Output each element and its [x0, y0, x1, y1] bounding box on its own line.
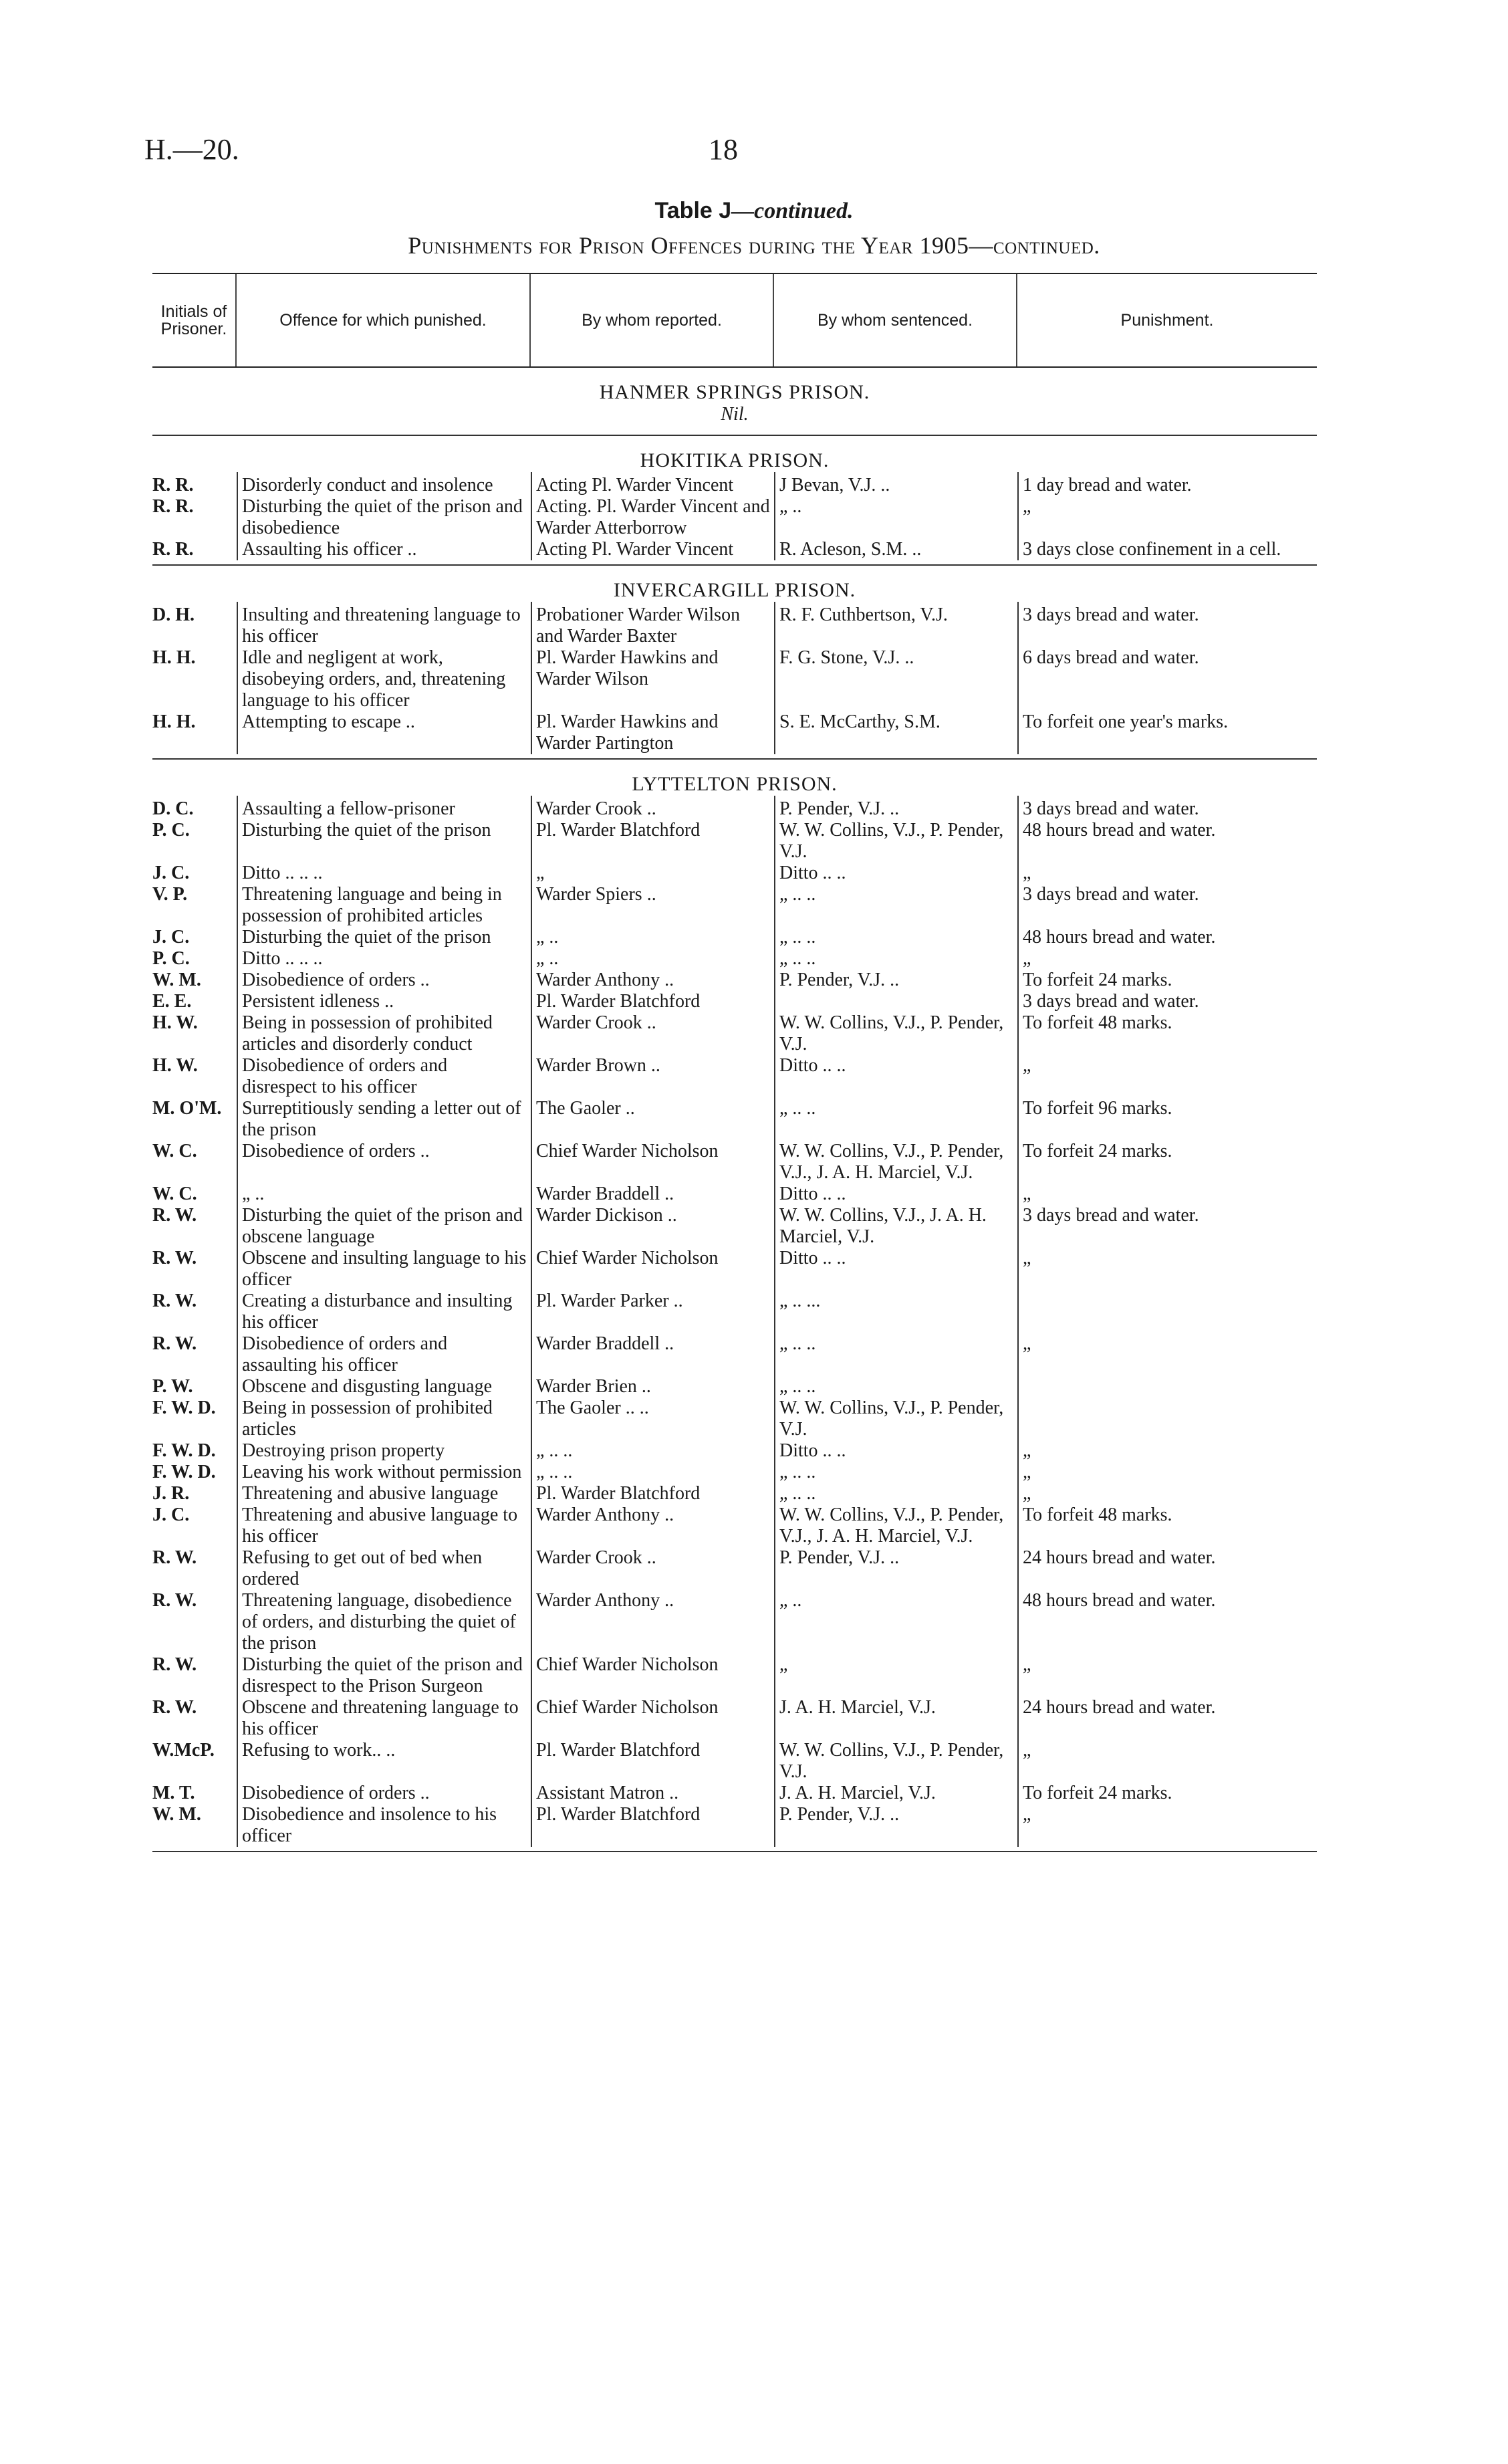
cell-offence: Disturbing the quiet of the prison [237, 927, 531, 948]
cell-initials: P. W. [152, 1376, 193, 1397]
cell-offence: Refusing to get out of bed when ordered [237, 1547, 531, 1590]
cell-punishment: „ [1017, 1184, 1317, 1205]
cell-punishment: „ [1017, 1333, 1317, 1376]
cell-sentenced: P. Pender, V.J. .. [774, 1804, 1017, 1847]
cell-sentenced: W. W. Collins, V.J., J. A. H. Marciel, V.J. [774, 1205, 1017, 1248]
cell-initials: W. C. [152, 1184, 197, 1204]
table-row [152, 647, 1317, 711]
cell-reported: Pl. Warder Hawkins and Warder Wilson [531, 647, 774, 711]
cell-offence: Disobedience of orders .. [237, 1141, 531, 1184]
table-row [152, 1248, 1317, 1291]
cell-reported: Pl. Warder Parker .. [531, 1291, 774, 1333]
table-row [152, 884, 1317, 927]
cell-sentenced: J Bevan, V.J. .. [774, 472, 1017, 496]
cell-offence: Obscene and disgusting language [237, 1376, 531, 1397]
column-header-offence: Offence for which punished. [237, 274, 531, 366]
cell-initials: D. H. [152, 604, 195, 625]
cell-punishment: „ [1017, 1654, 1317, 1697]
table-row [152, 1590, 1317, 1654]
cell-sentenced: „ .. .. [774, 927, 1017, 948]
cell-initials: H. H. [152, 647, 196, 668]
cell-punishment: 3 days close confinement in a cell. [1017, 539, 1317, 560]
cell-punishment: To forfeit one year's marks. [1017, 711, 1317, 754]
cell-sentenced: Ditto .. .. [774, 1440, 1017, 1462]
prison-section [152, 760, 1317, 1852]
cell-offence: Ditto .. .. .. [237, 863, 531, 884]
table-row [152, 1012, 1317, 1055]
table-row [152, 1462, 1317, 1483]
cell-initials: P. C. [152, 948, 190, 969]
table-row [152, 472, 1317, 496]
cell-reported: Warder Anthony .. [531, 1590, 774, 1654]
cell-offence: Disobedience of orders .. [237, 1783, 531, 1804]
prison-section [152, 436, 1317, 566]
cell-sentenced: „ [774, 1654, 1017, 1697]
cell-punishment: 24 hours bread and water. [1017, 1697, 1317, 1740]
cell-punishment: To forfeit 96 marks. [1017, 1098, 1317, 1141]
table-row [152, 927, 1317, 948]
cell-initials: E. E. [152, 991, 192, 1012]
section-title: INVERCARGILL PRISON. [613, 579, 856, 601]
cell-sentenced: „ .. .. [774, 1462, 1017, 1483]
cell-sentenced: Ditto .. .. [774, 1055, 1017, 1098]
page-number: 18 [709, 133, 738, 166]
cell-initials: R. W. [152, 1697, 197, 1718]
cell-reported: Warder Anthony .. [531, 970, 774, 991]
cell-sentenced: J. A. H. Marciel, V.J. [774, 1697, 1017, 1740]
cell-offence: Assaulting a fellow-prisoner [237, 796, 531, 820]
cell-sentenced: P. Pender, V.J. .. [774, 970, 1017, 991]
cell-reported: Probationer Warder Wilson and Warder Baxter [531, 602, 774, 647]
table-row [152, 1205, 1317, 1248]
cell-sentenced: „ .. .. [774, 1483, 1017, 1504]
table-row [152, 1184, 1317, 1205]
cell-initials: F. W. D. [152, 1440, 216, 1461]
document-code: H.—20. [144, 133, 239, 166]
section-title: HOKITIKA PRISON. [640, 449, 830, 471]
table-title [0, 198, 1508, 224]
cell-reported: Chief Warder Nicholson [531, 1654, 774, 1697]
cell-offence: Surreptitiously sending a letter out of the prison [237, 1098, 531, 1141]
cell-sentenced: Ditto .. .. [774, 863, 1017, 884]
cell-sentenced: R. Acleson, S.M. .. [774, 539, 1017, 560]
cell-sentenced: „ .. .. [774, 1333, 1017, 1376]
cell-punishment: 3 days bread and water. [1017, 991, 1317, 1012]
cell-initials: W.McP. [152, 1740, 215, 1761]
table-row [152, 1547, 1317, 1590]
cell-initials: J. C. [152, 927, 190, 947]
cell-punishment: 48 hours bread and water. [1017, 1590, 1317, 1654]
cell-reported: Warder Braddell .. [531, 1184, 774, 1205]
cell-initials: R. W. [152, 1590, 197, 1611]
table-header [152, 273, 1317, 368]
cell-sentenced: R. F. Cuthbertson, V.J. [774, 602, 1017, 647]
table-row [152, 948, 1317, 970]
cell-punishment: To forfeit 48 marks. [1017, 1012, 1317, 1055]
cell-punishment: „ [1017, 1440, 1317, 1462]
cell-offence: Disturbing the quiet of the prison [237, 820, 531, 863]
cell-reported: Warder Dickison .. [531, 1205, 774, 1248]
cell-sentenced: W. W. Collins, V.J., P. Pender, V.J. [774, 1397, 1017, 1440]
column-header-punishment: Punishment. [1120, 310, 1214, 330]
table-continued: —continued. [731, 199, 854, 223]
table-row [152, 1740, 1317, 1783]
cell-punishment: 1 day bread and water. [1017, 472, 1317, 496]
cell-reported: Pl. Warder Blatchford [531, 1740, 774, 1783]
cell-sentenced [774, 991, 1017, 1012]
cell-offence: Obscene and insulting language to his officer [237, 1248, 531, 1291]
cell-initials: R. W. [152, 1547, 197, 1568]
cell-reported: Pl. Warder Blatchford [531, 1804, 774, 1847]
prison-section [152, 368, 1317, 436]
cell-reported: Warder Brien .. [531, 1376, 774, 1397]
table-row [152, 1333, 1317, 1376]
cell-offence: Ditto .. .. .. [237, 948, 531, 970]
cell-offence: Idle and negligent at work, disobeying orders, and, threatening language to his officer [237, 647, 531, 711]
cell-initials: W. M. [152, 970, 201, 990]
cell-sentenced: „ .. [774, 1590, 1017, 1654]
cell-offence: Disturbing the quiet of the prison and obscene language [237, 1205, 531, 1248]
table-row [152, 1055, 1317, 1098]
cell-offence: Threatening language and being in possession of prohibited articles [237, 884, 531, 927]
cell-reported: Assistant Matron .. [531, 1783, 774, 1804]
cell-reported: Pl. Warder Blatchford [531, 991, 774, 1012]
cell-reported: Chief Warder Nicholson [531, 1248, 774, 1291]
cell-sentenced: „ .. [774, 496, 1017, 539]
section-title: LYTTELTON PRISON. [632, 773, 838, 795]
cell-offence: Assaulting his officer .. [237, 539, 531, 560]
cell-offence: Threatening language, disobedience of orders, and disturbing the quiet of the prison [237, 1590, 531, 1654]
cell-offence: Persistent idleness .. [237, 991, 531, 1012]
cell-reported: Pl. Warder Blatchford [531, 1483, 774, 1504]
table-row [152, 496, 1317, 539]
cell-initials: R. R. [152, 496, 194, 517]
cell-offence: Insulting and threatening language to his officer [237, 602, 531, 647]
cell-sentenced: „ .. .. [774, 1098, 1017, 1141]
cell-initials: F. W. D. [152, 1397, 216, 1418]
cell-initials: V. P. [152, 884, 188, 905]
table-row [152, 796, 1317, 820]
table-row [152, 820, 1317, 863]
cell-sentenced: F. G. Stone, V.J. .. [774, 647, 1017, 711]
cell-reported: Chief Warder Nicholson [531, 1141, 774, 1184]
table-body [152, 368, 1317, 1852]
cell-sentenced: J. A. H. Marciel, V.J. [774, 1783, 1017, 1804]
cell-reported: Chief Warder Nicholson [531, 1697, 774, 1740]
cell-initials: H. W. [152, 1055, 198, 1076]
cell-sentenced: P. Pender, V.J. .. [774, 1547, 1017, 1590]
cell-initials: R. R. [152, 475, 194, 495]
cell-punishment: „ [1017, 948, 1317, 970]
cell-offence: Leaving his work without permission [237, 1462, 531, 1483]
cell-reported: Acting Pl. Warder Vincent [531, 472, 774, 496]
table-row [152, 1483, 1317, 1504]
cell-punishment: To forfeit 24 marks. [1017, 1783, 1317, 1804]
table-row [152, 1098, 1317, 1141]
table-row [152, 1804, 1317, 1847]
cell-offence: Disturbing the quiet of the prison and disrespect to the Prison Surgeon [237, 1654, 531, 1697]
cell-reported: Warder Braddell .. [531, 1333, 774, 1376]
cell-sentenced: „ .. ... [774, 1291, 1017, 1333]
table-row [152, 1440, 1317, 1462]
cell-reported: Warder Brown .. [531, 1055, 774, 1098]
table-row [152, 1783, 1317, 1804]
cell-punishment: 3 days bread and water. [1017, 602, 1317, 647]
cell-reported: „ .. [531, 927, 774, 948]
table-row [152, 1376, 1317, 1397]
cell-punishment: „ [1017, 1740, 1317, 1783]
cell-offence: Disobedience and insolence to his officer [237, 1804, 531, 1847]
cell-punishment: „ [1017, 1804, 1317, 1847]
cell-punishment: 3 days bread and water. [1017, 884, 1317, 927]
table-subtitle: Punishments for Prison Offences during the Year 1905—continued. [408, 232, 1100, 259]
cell-sentenced: W. W. Collins, V.J., P. Pender, V.J. [774, 1740, 1017, 1783]
cell-initials: W. M. [152, 1804, 201, 1825]
cell-reported: Acting Pl. Warder Vincent [531, 539, 774, 560]
cell-initials: R. W. [152, 1333, 197, 1354]
cell-punishment: To forfeit 24 marks. [1017, 1141, 1317, 1184]
cell-punishment: 3 days bread and water. [1017, 1205, 1317, 1248]
column-header-initials: Initials of Prisoner. [152, 274, 237, 366]
cell-punishment: 6 days bread and water. [1017, 647, 1317, 711]
cell-reported: „ .. [531, 948, 774, 970]
table-label: Table J [654, 198, 732, 223]
table-row [152, 970, 1317, 991]
cell-initials: J. C. [152, 863, 190, 883]
cell-reported: „ .. .. [531, 1462, 774, 1483]
cell-offence: Threatening and abusive language to his officer [237, 1504, 531, 1547]
table-row [152, 1397, 1317, 1440]
cell-reported: Warder Crook .. [531, 1547, 774, 1590]
cell-initials: P. C. [152, 820, 190, 841]
cell-offence: Creating a disturbance and insulting his officer [237, 1291, 531, 1333]
cell-punishment: „ [1017, 1462, 1317, 1483]
cell-reported: The Gaoler .. [531, 1098, 774, 1141]
prison-section [152, 566, 1317, 760]
cell-sentenced: Ditto .. .. [774, 1184, 1017, 1205]
table-row [152, 1291, 1317, 1333]
cell-initials: F. W. D. [152, 1462, 216, 1482]
cell-sentenced: W. W. Collins, V.J., P. Pender, V.J., J. A. H. Marciel, V.J. [774, 1504, 1017, 1547]
cell-reported: The Gaoler .. .. [531, 1397, 774, 1440]
cell-initials: H. H. [152, 711, 196, 732]
cell-punishment: 24 hours bread and water. [1017, 1547, 1317, 1590]
cell-sentenced: „ .. .. [774, 884, 1017, 927]
cell-offence: Disobedience of orders and assaulting his officer [237, 1333, 531, 1376]
cell-sentenced: W. W. Collins, V.J., P. Pender, V.J., J. A. H. Marciel, V.J. [774, 1141, 1017, 1184]
cell-punishment [1017, 1291, 1317, 1333]
punishments-table [152, 273, 1317, 1852]
cell-sentenced: S. E. McCarthy, S.M. [774, 711, 1017, 754]
cell-offence: Being in possession of prohibited articles [237, 1397, 531, 1440]
cell-offence: Threatening and abusive language [237, 1483, 531, 1504]
cell-sentenced: W. W. Collins, V.J., P. Pender, V.J. [774, 820, 1017, 863]
cell-punishment [1017, 1376, 1317, 1397]
cell-initials: H. W. [152, 1012, 198, 1033]
table-row [152, 1141, 1317, 1184]
cell-sentenced: P. Pender, V.J. .. [774, 796, 1017, 820]
cell-punishment: 48 hours bread and water. [1017, 927, 1317, 948]
cell-reported: Warder Spiers .. [531, 884, 774, 927]
cell-reported: Warder Anthony .. [531, 1504, 774, 1547]
cell-sentenced: W. W. Collins, V.J., P. Pender, V.J. [774, 1012, 1017, 1055]
cell-initials: M. O'M. [152, 1098, 222, 1119]
cell-initials: M. T. [152, 1783, 195, 1803]
table-row [152, 1654, 1317, 1697]
cell-offence: Destroying prison property [237, 1440, 531, 1462]
cell-punishment: 3 days bread and water. [1017, 796, 1317, 820]
cell-reported: „ .. .. [531, 1440, 774, 1462]
table-row [152, 711, 1317, 754]
section-note: Nil. [721, 404, 749, 425]
cell-initials: R. W. [152, 1291, 197, 1311]
cell-offence: Disorderly conduct and insolence [237, 472, 531, 496]
cell-punishment: „ [1017, 1055, 1317, 1098]
table-row [152, 602, 1317, 647]
section-title: HANMER SPRINGS PRISON. [599, 381, 870, 403]
table-row [152, 863, 1317, 884]
cell-initials: W. C. [152, 1141, 197, 1161]
cell-punishment: „ [1017, 1483, 1317, 1504]
cell-offence: Refusing to work.. .. [237, 1740, 531, 1783]
cell-punishment: To forfeit 48 marks. [1017, 1504, 1317, 1547]
cell-offence: Obscene and threatening language to his officer [237, 1697, 531, 1740]
cell-sentenced: „ .. .. [774, 1376, 1017, 1397]
cell-initials: J. C. [152, 1504, 190, 1525]
cell-offence: Disobedience of orders and disrespect to his officer [237, 1055, 531, 1098]
cell-punishment [1017, 1397, 1317, 1440]
cell-reported: Acting. Pl. Warder Vincent and Warder Atterborrow [531, 496, 774, 539]
cell-initials: R. W. [152, 1654, 197, 1675]
table-row [152, 539, 1317, 560]
cell-reported: Warder Crook .. [531, 1012, 774, 1055]
cell-reported: Pl. Warder Hawkins and Warder Partington [531, 711, 774, 754]
cell-punishment: 48 hours bread and water. [1017, 820, 1317, 863]
cell-punishment: „ [1017, 496, 1317, 539]
table-row [152, 991, 1317, 1012]
table-row [152, 1504, 1317, 1547]
column-header-sentenced: By whom sentenced. [774, 274, 1017, 366]
cell-offence: Disobedience of orders .. [237, 970, 531, 991]
cell-initials: R. W. [152, 1248, 197, 1268]
cell-reported: Warder Crook .. [531, 796, 774, 820]
table-row [152, 1697, 1317, 1740]
column-header-reported: By whom reported. [531, 274, 774, 366]
cell-reported: „ [531, 863, 774, 884]
cell-sentenced: Ditto .. .. [774, 1248, 1017, 1291]
cell-offence: Being in possession of prohibited articles and disorderly conduct [237, 1012, 531, 1055]
cell-offence: Attempting to escape .. [237, 711, 531, 754]
cell-punishment: To forfeit 24 marks. [1017, 970, 1317, 991]
cell-offence: „ .. [237, 1184, 531, 1205]
cell-offence: Disturbing the quiet of the prison and disobedience [237, 496, 531, 539]
cell-initials: R. R. [152, 539, 194, 560]
cell-initials: D. C. [152, 798, 194, 819]
cell-punishment: „ [1017, 1248, 1317, 1291]
cell-initials: R. W. [152, 1205, 197, 1226]
cell-initials: J. R. [152, 1483, 190, 1504]
cell-punishment: „ [1017, 863, 1317, 884]
cell-sentenced: „ .. .. [774, 948, 1017, 970]
cell-reported: Pl. Warder Blatchford [531, 820, 774, 863]
